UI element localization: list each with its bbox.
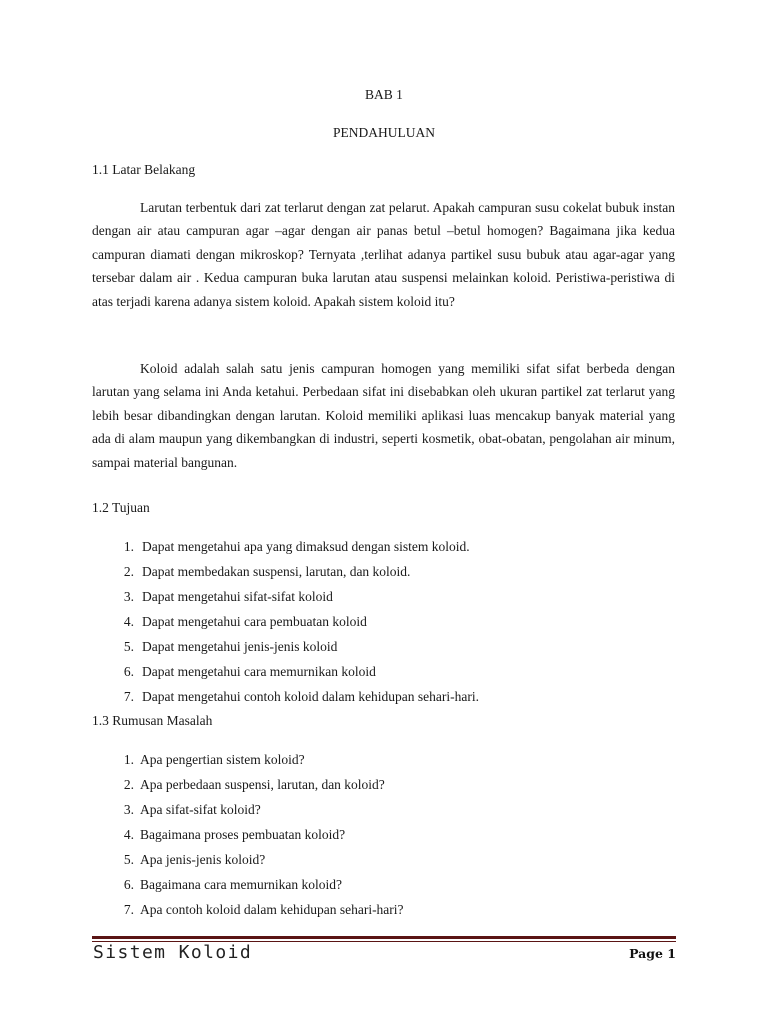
list-item bbox=[92, 822, 675, 847]
chapter-label: BAB 1 bbox=[365, 87, 403, 102]
footer-rule-thick bbox=[92, 936, 676, 939]
list-number: 3. bbox=[123, 802, 134, 817]
list-text: Apa contoh koloid dalam kehidupan sehari-hari? bbox=[140, 902, 404, 917]
list-number: 7. bbox=[123, 902, 134, 917]
list-text: Bagaimana proses pembuatan koloid? bbox=[140, 827, 346, 842]
list-text: Dapat mengetahui cara pembuatan koloid bbox=[142, 614, 367, 629]
footer-page-number: Page 1 bbox=[629, 946, 676, 961]
list-item bbox=[92, 772, 675, 797]
list-text: Dapat mengetahui cara memurnikan koloid bbox=[142, 664, 376, 679]
chapter-title: PENDAHULUAN bbox=[333, 125, 435, 140]
list-number: 4. bbox=[123, 827, 134, 842]
list-number: 6. bbox=[123, 664, 134, 679]
list-number: 5. bbox=[123, 852, 134, 867]
list-item bbox=[92, 609, 675, 634]
list-item bbox=[92, 747, 675, 772]
rumusan-list bbox=[92, 747, 675, 922]
tujuan-list bbox=[92, 534, 675, 709]
list-number: 2. bbox=[123, 564, 134, 579]
section-heading-rumusan-masalah: 1.3 Rumusan Masalah bbox=[92, 713, 213, 728]
list-item bbox=[92, 872, 675, 897]
list-number: 1. bbox=[123, 539, 134, 554]
list-text: Apa sifat-sifat koloid? bbox=[140, 802, 261, 817]
list-text: Dapat mengetahui contoh koloid dalam kehidupan sehari-hari. bbox=[142, 689, 480, 704]
list-item bbox=[92, 584, 675, 609]
footer-document-title: Sistem Koloid bbox=[93, 942, 253, 963]
list-text: Apa perbedaan suspensi, larutan, dan koloid? bbox=[140, 777, 385, 792]
list-number: 4. bbox=[123, 614, 134, 629]
list-number: 5. bbox=[123, 639, 134, 654]
list-number: 7. bbox=[123, 689, 134, 704]
list-item bbox=[92, 797, 675, 822]
list-item bbox=[92, 897, 675, 922]
list-number: 1. bbox=[123, 752, 134, 767]
list-text: Dapat mengetahui sifat-sifat koloid bbox=[142, 589, 333, 604]
list-number: 2. bbox=[123, 777, 134, 792]
list-item bbox=[92, 634, 675, 659]
list-text: Apa jenis-jenis koloid? bbox=[140, 852, 266, 867]
list-item bbox=[92, 659, 675, 684]
list-item bbox=[92, 847, 675, 872]
list-item bbox=[92, 684, 675, 709]
list-text: Dapat mengetahui jenis-jenis koloid bbox=[142, 639, 338, 654]
list-number: 3. bbox=[123, 589, 134, 604]
paragraph-1: Larutan terbentuk dari zat terlarut dengan zat pelarut. Apakah campuran susu cokelat bubuk instan dengan air atau campuran agar –agar dengan air panas betul –betul homogen? Bagaimana jika kedua campuran diamati dengan mikroskop? Ternyata ,terlihat adanya partikel susu bubuk atau agar-agar yang tersebar dalam air . Kedua campuran buka larutan atau suspensi melainkan koloid. Peristiwa-peristiwa di atas terjadi karena adanya sistem koloid. Apakah sistem koloid itu? bbox=[92, 200, 675, 309]
list-number: 6. bbox=[123, 877, 134, 892]
list-text: Apa pengertian sistem koloid? bbox=[140, 752, 305, 767]
list-text: Dapat mengetahui apa yang dimaksud dengan sistem koloid. bbox=[142, 539, 470, 554]
list-item bbox=[92, 534, 675, 559]
list-text: Dapat membedakan suspensi, larutan, dan koloid. bbox=[142, 564, 411, 579]
list-text: Bagaimana cara memurnikan koloid? bbox=[140, 877, 343, 892]
paragraph-2: Koloid adalah salah satu jenis campuran homogen yang memiliki sifat sifat berbeda dengan larutan yang selama ini Anda ketahui. Perbedaan sifat ini disebabkan oleh ukuran partikel zat terlarut yang lebih besar dibandingkan dengan larutan. Koloid memiliki aplikasi luas mencakup banyak material yang ada di alam maupun yang dikembangkan di industri, seperti kosmetik, obat-obatan, pengolahan air minum, sampai material bangunan. bbox=[92, 361, 675, 470]
section-heading-tujuan: 1.2 Tujuan bbox=[92, 500, 150, 515]
section-heading-latar-belakang: 1.1 Latar Belakang bbox=[92, 162, 196, 177]
list-item bbox=[92, 559, 675, 584]
